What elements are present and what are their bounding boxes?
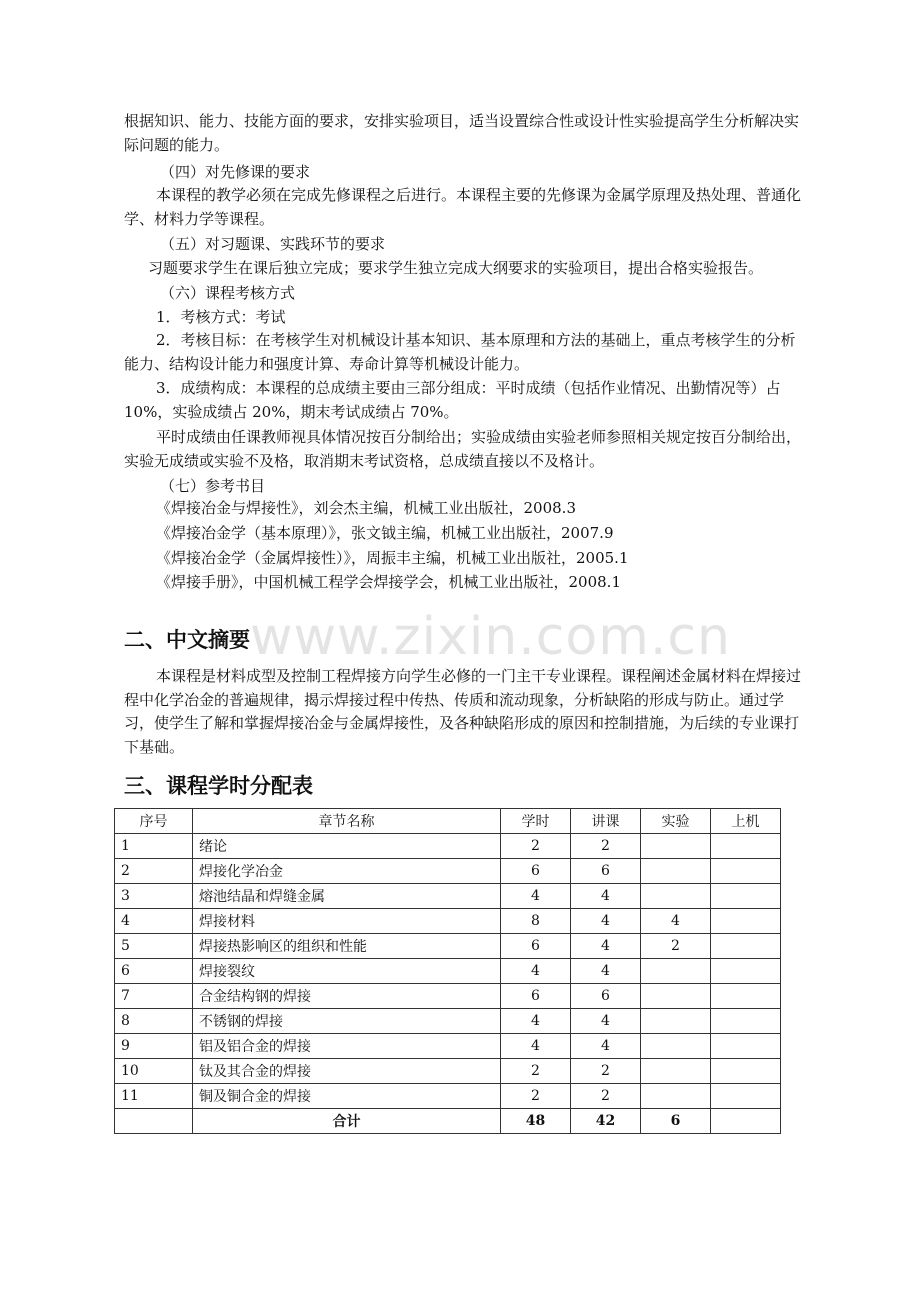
cell-hours: 4 [501,1009,571,1034]
cell-lab: 6 [641,1109,711,1134]
cell-hours: 4 [501,1034,571,1059]
cell-hours: 2 [501,834,571,859]
reference-item: 《焊接手册》，中国机械工程学会焊接学会，机械工业出版社，2008.1 [156,573,621,591]
cell-index: 8 [115,1009,193,1034]
table-row [115,1059,781,1084]
cell-chapter: 铜及铜合金的焊接 [193,1084,501,1109]
cell-hours: 2 [501,1059,571,1084]
cell-hours: 2 [501,1084,571,1109]
cell-computer [711,884,781,909]
reference-item: 《焊接冶金学（金属焊接性）》，周振丰主编，机械工业出版社，2005.1 [156,549,629,567]
paragraph-exercises: 习题要求学生在课后独立完成；要求学生独立完成大纲要求的实验项目，提出合格实验报告。 [148,259,764,277]
header-computer: 上机 [711,809,781,834]
paragraph-grade-composition: 3．成绩构成：本课程的总成绩主要由三部分组成：平时成绩（包括作业情况、出勤情况等）占 10%，实验成绩占 20%，期末考试成绩占 70%。 [124,379,786,421]
paragraph-lab-requirements: 根据知识、能力、技能方面的要求，安排实验项目，适当设置综合性或设计性实验提高学生分析解决实际问题的能力。 [124,112,800,154]
cell-lab [641,1084,711,1109]
cell-computer [711,959,781,984]
cell-index: 5 [115,934,193,959]
table-row [115,884,781,909]
cell-chapter: 合金结构钢的焊接 [193,984,501,1009]
table-row [115,859,781,884]
cell-lecture: 4 [571,1009,641,1034]
paragraph-grading-rules: 平时成绩由任课教师视具体情况按百分制给出；实验成绩由实验老师参照相关规定按百分制给出，实验无成绩或实验不及格，取消期末考试资格，总成绩直接以不及格计。 [124,428,802,470]
header-lab: 实验 [641,809,711,834]
cell-computer [711,1059,781,1084]
cell-lab: 4 [641,909,711,934]
cell-lab: 2 [641,934,711,959]
cell-index: 4 [115,909,193,934]
cell-computer [711,859,781,884]
watermark: www.zixin.com.cn [250,607,731,667]
cell-computer [711,1009,781,1034]
cell-hours: 48 [501,1109,571,1134]
reference-item: 《焊接冶金与焊接性》，刘会杰主编，机械工业出版社，2008.3 [156,499,576,517]
cell-hours: 6 [501,984,571,1009]
cell-index: 6 [115,959,193,984]
cell-lecture: 2 [571,1059,641,1084]
cell-computer [711,984,781,1009]
cell-hours: 8 [501,909,571,934]
heading-references: （七）参考书目 [160,477,266,495]
hours-table [114,808,781,1134]
cell-lecture: 4 [571,1034,641,1059]
heading-exercises: （五）对习题课、实践环节的要求 [160,235,386,253]
table-row [115,959,781,984]
cell-index: 10 [115,1059,193,1084]
cell-lecture: 2 [571,834,641,859]
cell-chapter: 焊接化学冶金 [193,859,501,884]
cell-index: 1 [115,834,193,859]
cell-lab [641,834,711,859]
abstract-body: 本课程是材料成型及控制工程焊接方向学生必修的一门主干专业课程。课程阐述金属材料在焊接过程中化学冶金的普遍规律，揭示焊接过程中传热、传质和流动现象，分析缺陷的形成与防止。通过学习，使学生了解和掌握焊接冶金与金属焊接性，及各种缺陷形成的原因和控制措施，为后续的专业课打下基础。 [124,667,802,756]
cell-hours: 6 [501,934,571,959]
table-row [115,834,781,859]
cell-index: 9 [115,1034,193,1059]
paragraph-prerequisites: 本课程的教学必须在完成先修课程之后进行。本课程主要的先修课为金属学原理及热处理、普通化学、材料力学等课程。 [124,186,802,228]
paragraph-assessment-goal: 2．考核目标：在考核学生对机械设计基本知识、基本原理和方法的基础上，重点考核学生的分析能力、结构设计能力和强度计算、寿命计算等机械设计能力。 [124,331,796,373]
cell-computer [711,909,781,934]
cell-chapter: 铝及铝合金的焊接 [193,1034,501,1059]
cell-index [115,1109,193,1134]
table-row [115,1084,781,1109]
section-title-abstract: 二、中文摘要 [124,628,250,652]
cell-chapter: 不锈钢的焊接 [193,1009,501,1034]
cell-lab [641,1034,711,1059]
header-index: 序号 [115,809,193,834]
cell-chapter: 钛及其合金的焊接 [193,1059,501,1084]
cell-computer [711,1109,781,1134]
cell-index: 3 [115,884,193,909]
cell-lecture: 2 [571,1084,641,1109]
header-hours: 学时 [501,809,571,834]
cell-hours: 4 [501,959,571,984]
cell-lecture: 6 [571,984,641,1009]
table-row [115,1034,781,1059]
cell-index: 7 [115,984,193,1009]
table-row [115,1009,781,1034]
section-title-hours-table: 三、课程学时分配表 [124,774,313,798]
cell-computer [711,1084,781,1109]
table-row [115,934,781,959]
cell-lab [641,1009,711,1034]
table-row [115,909,781,934]
cell-computer [711,1034,781,1059]
cell-chapter: 焊接材料 [193,909,501,934]
cell-lecture: 4 [571,934,641,959]
cell-chapter: 焊接热影响区的组织和性能 [193,934,501,959]
cell-lecture: 42 [571,1109,641,1134]
cell-chapter: 合计 [193,1109,501,1134]
cell-lab [641,859,711,884]
cell-chapter: 绪论 [193,834,501,859]
cell-lecture: 4 [571,884,641,909]
header-chapter: 章节名称 [193,809,501,834]
table-header-row [115,809,781,834]
cell-lab [641,984,711,1009]
cell-index: 2 [115,859,193,884]
cell-chapter: 焊接裂纹 [193,959,501,984]
cell-lecture: 6 [571,859,641,884]
cell-lecture: 4 [571,909,641,934]
table-row [115,984,781,1009]
cell-hours: 4 [501,884,571,909]
cell-lab [641,884,711,909]
cell-lab [641,1059,711,1084]
reference-item: 《焊接冶金学（基本原理）》，张文钺主编，机械工业出版社，2007.9 [156,524,614,542]
cell-hours: 6 [501,859,571,884]
cell-index: 11 [115,1084,193,1109]
table-total-row [115,1109,781,1134]
heading-assessment: （六）课程考核方式 [160,284,296,302]
cell-lecture: 4 [571,959,641,984]
cell-computer [711,834,781,859]
heading-prerequisites: （四）对先修课的要求 [160,163,311,181]
cell-lab [641,959,711,984]
paragraph-assessment-method: 1．考核方式：考试 [156,308,286,326]
cell-chapter: 熔池结晶和焊缝金属 [193,884,501,909]
cell-computer [711,934,781,959]
header-lecture: 讲课 [571,809,641,834]
